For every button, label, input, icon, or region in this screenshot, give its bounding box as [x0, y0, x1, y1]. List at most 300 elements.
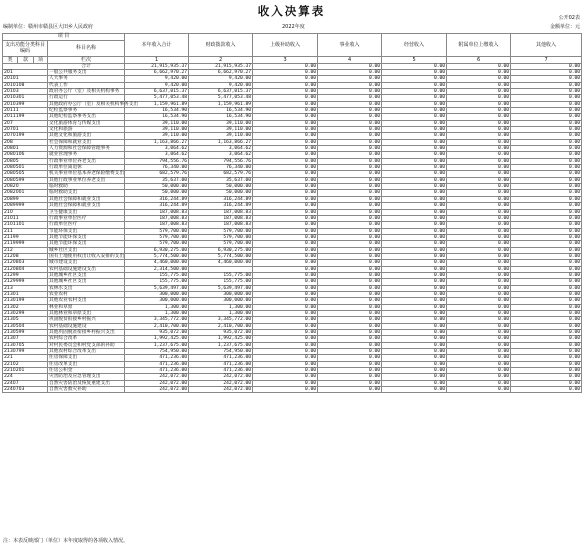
row-value: 155,775.00 — [189, 279, 253, 285]
row-value: 0.00 — [511, 387, 582, 393]
row-value: 0.00 — [382, 374, 447, 380]
row-value: 5,639,497.00 — [189, 285, 253, 291]
row-value: 0.00 — [511, 361, 582, 367]
row-value: 0.00 — [253, 184, 318, 190]
row-value: 0.00 — [318, 228, 382, 234]
row-value: 0.00 — [253, 120, 318, 126]
row-value: 187,008.83 — [125, 215, 189, 221]
row-value: 0.00 — [382, 108, 447, 114]
row-value: 0.00 — [318, 139, 382, 145]
page-title: 收入决算表 — [257, 4, 326, 18]
row-name: 农村基础设施建设支出 — [48, 266, 125, 272]
row-value: 0.00 — [382, 368, 447, 374]
row-value: 0.00 — [318, 349, 382, 355]
row-code: 2010301 — [3, 95, 48, 101]
row-value: 0.00 — [382, 146, 447, 152]
row-name: 巩固脱贫衔接乡村振兴 — [48, 317, 125, 323]
row-value: 187,008.83 — [125, 209, 189, 215]
row-value: 0.00 — [447, 120, 511, 126]
row-value: 1,300.00 — [125, 311, 189, 317]
row-value: 0.00 — [253, 95, 318, 101]
row-name: 合计 — [48, 63, 125, 69]
row-value: 1,159,961.89 — [189, 101, 253, 107]
col-index: 6 — [447, 56, 511, 63]
row-value: 0.00 — [253, 222, 318, 228]
row-value: 16,534.90 — [189, 108, 253, 114]
row-value: 0.00 — [253, 177, 318, 183]
row-value: 0.00 — [447, 82, 511, 88]
row-value: 9,420.00 — [125, 76, 189, 82]
row-value: 0.00 — [382, 171, 447, 177]
row-value: 0.00 — [511, 234, 582, 240]
row-value: 0.00 — [318, 215, 382, 221]
row-value: 0.00 — [511, 355, 582, 361]
row-value: 0.00 — [253, 317, 318, 323]
row-value: 5,774,500.00 — [189, 253, 253, 259]
row-value: 0.00 — [253, 88, 318, 94]
row-value: 5,639,497.00 — [125, 285, 189, 291]
row-value: 0.00 — [511, 177, 582, 183]
row-value: 0.00 — [253, 165, 318, 171]
row-value: 0.00 — [318, 342, 382, 348]
row-value: 0.00 — [447, 228, 511, 234]
row-value: 0.00 — [447, 253, 511, 259]
row-value: 0.00 — [382, 88, 447, 94]
row-value: 9,420.00 — [189, 76, 253, 82]
row-code: 2130705 — [3, 342, 48, 348]
row-value: 0.00 — [382, 76, 447, 82]
row-value: 0.00 — [511, 285, 582, 291]
row-value: 300,000.00 — [125, 291, 189, 297]
row-value: 50,000.00 — [189, 184, 253, 190]
row-value: 935,072.00 — [189, 330, 253, 336]
row-value: 0.00 — [318, 241, 382, 247]
row-value: 0.00 — [511, 368, 582, 374]
report-body — [3, 63, 582, 393]
row-value: 0.00 — [511, 88, 582, 94]
row-name: 其他行政事业单位养老支出 — [48, 177, 125, 183]
row-value: 0.00 — [511, 171, 582, 177]
row-value: 316,244.89 — [189, 196, 253, 202]
row-value: 0.00 — [253, 209, 318, 215]
row-value: 5,477,053.48 — [189, 95, 253, 101]
row-value: 242,072.00 — [125, 374, 189, 380]
row-value: 39,110.00 — [125, 127, 189, 133]
row-value: 0.00 — [253, 266, 318, 272]
row-value: 0.00 — [447, 272, 511, 278]
row-value: 0.00 — [447, 114, 511, 120]
row-value: 0.00 — [511, 203, 582, 209]
row-value: 0.00 — [511, 215, 582, 221]
row-value: 0.00 — [253, 171, 318, 177]
col-header-superior: 上级补助收入 — [253, 34, 318, 57]
row-name: 人力资源和社会保障管理事务 — [48, 146, 125, 152]
row-value: 0.00 — [447, 349, 511, 355]
row-value: 0.00 — [511, 108, 582, 114]
col-header-other: 其他收入 — [511, 34, 582, 57]
row-value: 0.00 — [253, 76, 318, 82]
row-value: 0.00 — [382, 323, 447, 329]
row-value: 0.00 — [447, 203, 511, 209]
row-value: 21,915,935.37 — [189, 63, 253, 69]
row-value: 0.00 — [511, 342, 582, 348]
row-value: 0.00 — [318, 234, 382, 240]
row-value: 0.00 — [318, 101, 382, 107]
row-value: 0.00 — [511, 146, 582, 152]
row-value: 0.00 — [511, 272, 582, 278]
row-value: 0.00 — [382, 127, 447, 133]
row-value: 0.00 — [447, 336, 511, 342]
row-value: 0.00 — [253, 304, 318, 310]
row-value: 0.00 — [511, 222, 582, 228]
income-report-table — [2, 33, 582, 393]
row-value: 0.00 — [382, 101, 447, 107]
row-value: 0.00 — [318, 165, 382, 171]
row-value: 0.00 — [382, 272, 447, 278]
row-value: 0.00 — [253, 387, 318, 393]
row-value: 0.00 — [511, 127, 582, 133]
row-value: 0.00 — [382, 387, 447, 393]
row-code: 22407 — [3, 380, 48, 386]
row-name: 农村综合改革 — [48, 336, 125, 342]
row-value: 0.00 — [318, 95, 382, 101]
row-name: 行政单位医疗 — [48, 222, 125, 228]
row-value: 16,534.90 — [189, 114, 253, 120]
row-value: 0.00 — [447, 76, 511, 82]
row-value: 187,008.83 — [189, 209, 253, 215]
row-value: 0.00 — [447, 88, 511, 94]
row-value: 6,637,015.37 — [125, 88, 189, 94]
row-value: 1,237,675.00 — [125, 342, 189, 348]
col-header-fiscal: 财政拨款收入 — [189, 34, 253, 57]
row-code: 212 — [3, 247, 48, 253]
form-number: 公开02表 — [558, 15, 580, 21]
row-value: 794,556.76 — [125, 158, 189, 164]
row-value: 0.00 — [447, 69, 511, 75]
row-value: 0.00 — [318, 317, 382, 323]
row-value: 5,774,500.00 — [125, 253, 189, 259]
row-name: 其他社会保障和就业支出 — [48, 196, 125, 202]
row-index-label: 栏次 — [48, 56, 125, 63]
row-value: 50,000.00 — [189, 190, 253, 196]
row-value: 0.00 — [253, 133, 318, 139]
footnote: 注：本表反映部门（单位）本年度取得的各项收入情况。 — [3, 538, 129, 544]
row-value: 0.00 — [382, 304, 447, 310]
row-value: 0.00 — [318, 247, 382, 253]
row-value: 471,236.00 — [125, 361, 189, 367]
row-value: 0.00 — [318, 361, 382, 367]
row-name: 其他纪检监察事务支出 — [48, 114, 125, 120]
row-value: 0.00 — [447, 165, 511, 171]
row-name: 其他农村综合改革支出 — [48, 349, 125, 355]
row-value: 0.00 — [318, 82, 382, 88]
row-value: 0.00 — [447, 311, 511, 317]
row-code: 21199 — [3, 234, 48, 240]
row-name: 住房保障支出 — [48, 355, 125, 361]
row-code: 2240703 — [3, 387, 48, 393]
row-value: 0.00 — [511, 260, 582, 266]
row-value: 0.00 — [511, 196, 582, 202]
row-value: 6,930,275.00 — [189, 247, 253, 253]
row-value: 76,340.00 — [125, 165, 189, 171]
row-value: 0.00 — [447, 95, 511, 101]
row-value: 0.00 — [382, 209, 447, 215]
row-code: 22102 — [3, 361, 48, 367]
item-header: 款 — [18, 56, 34, 63]
row-value: 0.00 — [382, 82, 447, 88]
code-header: 支出功能分类科目编码 — [3, 40, 48, 56]
row-code: 2011199 — [3, 114, 48, 120]
row-code: 2082001 — [3, 190, 48, 196]
row-value: 0.00 — [447, 380, 511, 386]
row-value: 579,700.00 — [189, 228, 253, 234]
row-value: 0.00 — [318, 260, 382, 266]
row-value: 3,064.62 — [189, 146, 253, 152]
kind-header: 类 — [3, 56, 18, 63]
row-value: 0.00 — [447, 63, 511, 69]
col-header-operating: 经营收入 — [382, 34, 447, 57]
row-value: 0.00 — [382, 215, 447, 221]
row-value: 0.00 — [253, 336, 318, 342]
row-value: 0.00 — [318, 368, 382, 374]
row-name: 其他社会保障和就业支出 — [48, 203, 125, 209]
row-value: 0.00 — [382, 241, 447, 247]
row-value: 0.00 — [253, 203, 318, 209]
row-value: 1,300.00 — [189, 311, 253, 317]
row-value: 0.00 — [382, 228, 447, 234]
row-code: 21011 — [3, 215, 48, 221]
row-value: 0.00 — [447, 152, 511, 158]
row-code: 221 — [3, 355, 48, 361]
row-value: 0.00 — [447, 304, 511, 310]
row-value: 0.00 — [382, 317, 447, 323]
row-value: 0.00 — [447, 177, 511, 183]
col-index: 1 — [125, 56, 189, 63]
row-value: 2,314,500.00 — [125, 266, 189, 272]
row-value: 0.00 — [511, 266, 582, 272]
row-value: 0.00 — [318, 298, 382, 304]
row-value: 471,236.00 — [125, 355, 189, 361]
row-value: 0.00 — [253, 63, 318, 69]
row-name: 其他城乡社区支出 — [48, 272, 125, 278]
row-name: 自然灾害救灾补助 — [48, 387, 125, 393]
row-value: 0.00 — [318, 120, 382, 126]
col-index: 2 — [189, 56, 253, 63]
row-value: 0.00 — [447, 222, 511, 228]
row-value: 0.00 — [382, 120, 447, 126]
row-value: 0.00 — [382, 222, 447, 228]
row-value: 0.00 — [253, 114, 318, 120]
row-value: 0.00 — [318, 355, 382, 361]
row-code: 2120804 — [3, 266, 48, 272]
row-value: 0.00 — [447, 241, 511, 247]
row-value: 0.00 — [382, 285, 447, 291]
row-value: 0.00 — [447, 291, 511, 297]
row-value: 0.00 — [382, 95, 447, 101]
row-value: 0.00 — [511, 152, 582, 158]
row-value: 1,300.00 — [189, 304, 253, 310]
row-value: 0.00 — [318, 114, 382, 120]
row-value: 0.00 — [318, 196, 382, 202]
row-value: 4,460,000.00 — [125, 260, 189, 266]
row-value: 0.00 — [447, 266, 511, 272]
row-value: 21,915,935.37 — [125, 63, 189, 69]
row-value: 50,000.00 — [125, 184, 189, 190]
row-value: 0.00 — [318, 374, 382, 380]
row-name: 其他政府办公厅（室）及相关机构事务支出 — [49, 101, 139, 107]
row-name: 农业农村 — [48, 291, 125, 297]
row-value: 0.00 — [253, 279, 318, 285]
row-value: 0.00 — [382, 330, 447, 336]
row-value: 155,775.00 — [125, 279, 189, 285]
row-value: 0.00 — [253, 272, 318, 278]
row-value: 0.00 — [253, 127, 318, 133]
row-value: 0.00 — [318, 209, 382, 215]
row-value: 0.00 — [382, 342, 447, 348]
row-value: 0.00 — [511, 209, 582, 215]
row-code: 2130504 — [3, 323, 48, 329]
row-value: 0.00 — [318, 127, 382, 133]
row-value: 579,700.00 — [125, 234, 189, 240]
row-code: 210 — [3, 209, 48, 215]
row-value: 0.00 — [318, 203, 382, 209]
row-value: 0.00 — [511, 69, 582, 75]
report-year: 2022年度 — [282, 24, 305, 30]
row-value: 0.00 — [447, 127, 511, 133]
row-value: 579,700.00 — [125, 241, 189, 247]
row-value: 0.00 — [382, 234, 447, 240]
row-value: 242,072.00 — [189, 387, 253, 393]
row-value: 0.00 — [318, 304, 382, 310]
row-value: 0.00 — [318, 108, 382, 114]
name-header: 科目名称 — [48, 40, 125, 56]
row-code: 2129999 — [3, 279, 48, 285]
row-value: 0.00 — [253, 215, 318, 221]
row-value: 0.00 — [382, 355, 447, 361]
row-value: 1,163,866.27 — [125, 139, 189, 145]
row-value: 300,000.00 — [125, 298, 189, 304]
row-value: 0.00 — [318, 330, 382, 336]
row-value: 471,236.00 — [125, 368, 189, 374]
row-value: 0.00 — [318, 272, 382, 278]
row-code: 2130299 — [3, 311, 48, 317]
row-value: 0.00 — [511, 291, 582, 297]
row-value: 0.00 — [511, 82, 582, 88]
row-code: 208 — [3, 139, 48, 145]
row-code: 2089999 — [3, 203, 48, 209]
row-value: 0.00 — [447, 190, 511, 196]
row-code: 2130799 — [3, 349, 48, 355]
row-value: 187,008.83 — [189, 222, 253, 228]
row-value: 0.00 — [511, 139, 582, 145]
row-code: 2010399 — [3, 101, 48, 107]
row-value: 242,072.00 — [125, 387, 189, 393]
row-value: 0.00 — [253, 323, 318, 329]
row-value: 0.00 — [253, 355, 318, 361]
row-value: 0.00 — [318, 279, 382, 285]
row-value: 76,340.00 — [189, 165, 253, 171]
row-value: 0.00 — [447, 374, 511, 380]
row-value: 0.00 — [382, 247, 447, 253]
row-value: 242,072.00 — [189, 380, 253, 386]
row-code: 21307 — [3, 336, 48, 342]
row-value: 0.00 — [318, 146, 382, 152]
row-value: 0.00 — [318, 380, 382, 386]
row-value: 0.00 — [511, 63, 582, 69]
row-name: 纪检监察事务 — [48, 108, 125, 114]
row-name: 林业和草原 — [48, 304, 125, 310]
row-value: 0.00 — [447, 342, 511, 348]
row-value: 0.00 — [511, 184, 582, 190]
row-value: 0.00 — [318, 190, 382, 196]
row-value: 0.00 — [382, 184, 447, 190]
row-name: 行政事业单位医疗 — [48, 215, 125, 221]
row-value: 316,244.89 — [189, 203, 253, 209]
row-name: 其他林业和草原支出 — [48, 311, 125, 317]
row-value: 0.00 — [253, 228, 318, 234]
row-value: 0.00 — [318, 69, 382, 75]
row-value: 0.00 — [253, 82, 318, 88]
row-value: 0.00 — [511, 330, 582, 336]
row-value: 0.00 — [318, 88, 382, 94]
row-value: 0.00 — [511, 253, 582, 259]
row-name: 文化旅游体育与传媒支出 — [48, 120, 125, 126]
row-value: 2,410,700.00 — [189, 323, 253, 329]
row-value: 39,110.00 — [189, 133, 253, 139]
row-value: 0.00 — [382, 311, 447, 317]
row-code: 207 — [3, 120, 48, 126]
row-code: 2119999 — [3, 241, 48, 247]
row-code: 20701 — [3, 127, 48, 133]
row-value: 0.00 — [318, 311, 382, 317]
currency-unit: 金额单位：元 — [549, 24, 580, 30]
row-name: 节能环保支出 — [48, 228, 125, 234]
col-index: 5 — [382, 56, 447, 63]
row-value: 0.00 — [318, 266, 382, 272]
row-value: 1,163,866.27 — [189, 139, 253, 145]
row-name: 城市建设支出 — [48, 260, 125, 266]
row-value: 0.00 — [318, 184, 382, 190]
row-name: 代表工作 — [48, 82, 125, 88]
row-name: 社会保障和就业支出 — [48, 139, 125, 145]
row-code: 2210201 — [3, 368, 48, 374]
row-value: 0.00 — [447, 146, 511, 152]
row-name: 其他文化和旅游支出 — [48, 133, 125, 139]
row-value: 471,236.00 — [189, 368, 253, 374]
col-index: 7 — [511, 56, 582, 63]
row-value: 1,159,961.89 — [125, 101, 189, 107]
row-value: 0.00 — [253, 234, 318, 240]
row-value: 0.00 — [447, 196, 511, 202]
row-value: 0.00 — [447, 215, 511, 221]
row-value: 35,637.00 — [125, 177, 189, 183]
row-value: 6,662,970.27 — [189, 69, 253, 75]
col-header-total: 本年收入合计 — [125, 34, 189, 57]
row-value: 0.00 — [382, 165, 447, 171]
row-value: 0.00 — [318, 177, 382, 183]
row-value: 682,579.76 — [189, 171, 253, 177]
row-value: 0.00 — [382, 260, 447, 266]
row-value: 0.00 — [382, 298, 447, 304]
row-value: 0.00 — [253, 330, 318, 336]
row-code: 2130199 — [3, 298, 48, 304]
row-value: 0.00 — [253, 190, 318, 196]
row-value: 0.00 — [318, 285, 382, 291]
row-value: 0.00 — [318, 63, 382, 69]
row-value: 3,345,772.00 — [125, 317, 189, 323]
row-value: 0.00 — [447, 361, 511, 367]
row-name: 机关事业单位基本养老保险缴费支出 — [49, 171, 125, 177]
